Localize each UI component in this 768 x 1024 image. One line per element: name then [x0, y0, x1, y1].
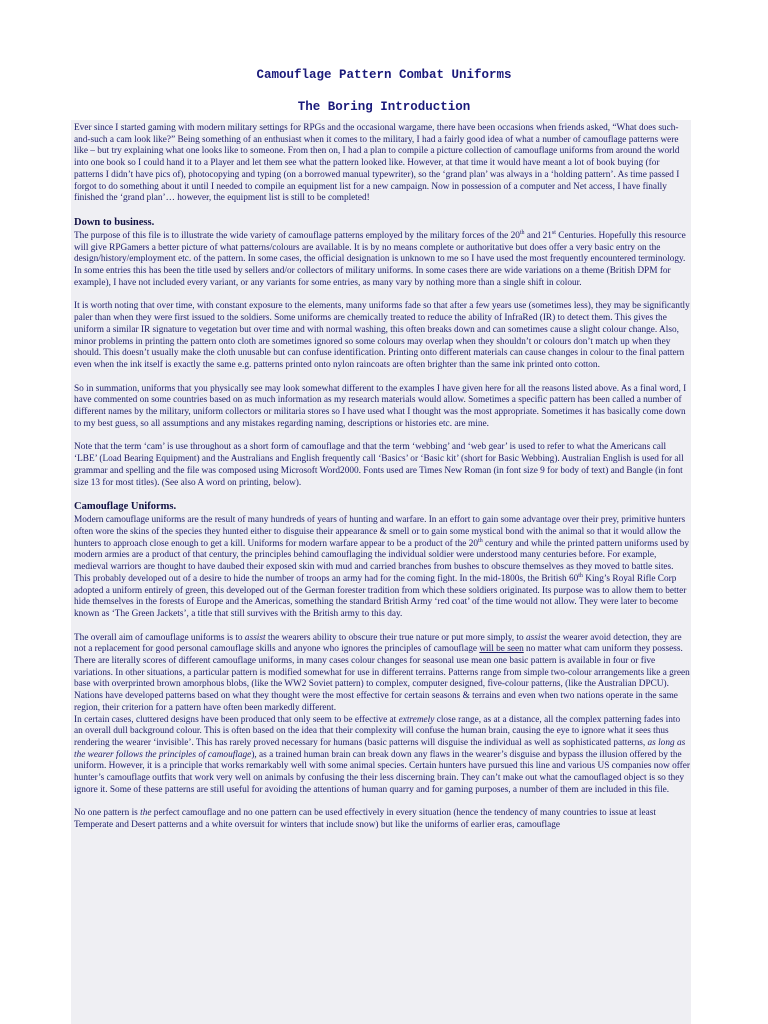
document-title: Camouflage Pattern Combat Uniforms: [256, 68, 512, 82]
heading-down-to-business: Down to business.: [74, 216, 155, 228]
uniforms-paragraph-4: No one pattern is the perfect camouflage and no one pattern can be used effectively in every situation (hence the tendency of many countries to issue at least Temperate and Desert patterns and a white oversuit for winters that include snow) but like the uniforms of earlier eras, camouflage: [74, 808, 656, 831]
business-paragraph-2: It is worth noting that over time, with constant exposure to the elements, many uniforms fade so that after a few years use (sometimes less), they may be significantly paler than when they were first issued to the soldiers. Some uniforms are chemically treated to reduce the ability of InfraRed (IR) to detect them. This gives the uniform a similar IR signature to vegetation but over time and with normal washing, this often breaks down and can sometimes cause a slight colour change. Also, minor problems in printing the pattern onto cloth are sometimes ignored so some colours may overlap when they shouldn’t or colours don’t match up when they should. This doesn’t usually make the cloth unusable but can confuse identification. Printing onto different materials can cause changes in colour to the final pattern even when the ink itself is exactly the same e.g. patterns printed onto nylon raincoats are often brighter than the same ink printed onto cotton.: [74, 301, 690, 370]
uniforms-paragraph-2: The overall aim of camouflage uniforms is to assist the wearers ability to obscure their true nature or put more simply, to assist the wearer avoid detection, they are not a replacement for good personal camouflage skills and anyone who ignores the principles of camouflage will be seen no matter what cam uniform they possess. There are literally scores of different camouflage uniforms, in many cases colour changes for seasonal use mean one basic pattern is available in four or five variations. In other situations, a particular pattern is modified somewhat for use in different terrains. Patterns range from simple two-colour arrangements like a green base with overprinted brown amorphous blobs, (like the WW2 Soviet pattern) to complex, computer designed, five-colour patterns, (like the Australian DPCU). Nations have developed patterns based on what they thought were the most effective for certain seasons & terrains and even when two nations operate in the same region, their criterion for a pattern have often been markedly different.: [74, 632, 690, 713]
business-paragraph-1: The purpose of this file is to illustrate the wide variety of camouflage patterns employed by the military forces of the 20th and 21st Centuries. Hopefully this resource will give RPGamers a better picture of what patterns/colours are available. It is by no means complete or authoritative but does offer a very basic entry on the design/history/employment etc. of the pattern. In some cases, the official designation is unknown to me so I have used the most frequently encountered terminology. In some entries this has been the title used by sellers and/or collectors of military uniforms. In some cases there are wide variations on a theme (British DPM for example), I have not included every variant, or any variants for some entries, as many vary by nothing more than a single shift in colour.: [74, 229, 686, 288]
superscript-st: st: [551, 229, 556, 236]
uniforms-paragraph-3: In certain cases, cluttered designs have been produced that only seem to be effective at extremely close range, as at a distance, all the complex patterning fades into an overall dull background colour. This is often based on the idea that their complexity will confuse the human brain, causing the eye to ignore what it sees thus rendering the wearer ‘invisible’. This has rarely proved necessary for humans (basic patterns will disguise the individual as well as sophisticated patterns, as long as the wearer follows the principles of camouflage), as a trained human brain can break down any flaws in the wearer’s disguise and bypass the illusion offered by the uniform. However, it is a principle that works remarkably well with some animal species. Certain hunters have pursued this line and various US companies now offer hunter’s camouflage outfits that work very well on animals by confusing the their less discerning brain. They can’t make out what the camouflaged object is so they ignore it. Some of these patterns are still useful for avoiding the attentions of human quarry and for gaming purposes, a number of them are included in this file.: [74, 714, 690, 795]
business-paragraph-3: So in summation, uniforms that you physically see may look somewhat different to the examples I have given here for all the reasons listed above. As a final word, I have commented on some countries based on as much information as my research materials would allow. Sometimes a specific pattern has been called a number of different names by the military, uniform collectors or militaria stores so I have used what I thought was the most appropriate. Sometimes it has basically come down to my best guess, so all assumptions and any mistakes regarding naming, descriptions or histories etc. are mine.: [74, 383, 687, 429]
heading-camouflage-uniforms: Camouflage Uniforms.: [74, 501, 177, 513]
business-paragraph-4: Note that the term ‘cam’ is use throughout as a short form of camouflage and that the term ‘webbing’ and ‘web gear’ is used to refer to what the Americans call ‘LBE’ (Load Bearing Equipment) and the Australians and English frequently call ‘Basics’ or ‘Basic kit’ (short for Basic Webbing). Australian English is used for all grammar and spelling and the file was composed using Microsoft Word2000. Fonts used are Times New Roman (in font size 9 for body of text) and Bangle (in font size 13 for most titles). (See also A word on printing, below).: [74, 442, 684, 488]
section-title-intro: The Boring Introduction: [297, 100, 471, 114]
underlined-will-be-seen: will be seen: [479, 644, 524, 655]
uniforms-paragraph-1: Modern camouflage uniforms are the result of many hundreds of years of hunting and warfare. In an effort to gain some advantage over their prey, primitive hunters often wore the skins of the species they hunted either to disguise their appearance & smell or to gain some mystical bond with the animal so that it would allow the hunters to approach close enough to get a kill. Uniforms for modern warfare appear to be a product of the 20th century and while the printed pattern uniforms used by modern armies are a product of that century, the principles behind camouflaging the individual soldier were understood many centuries before. For example, medieval warriors are thought to have daubed their exposed skin with mud and carried branches from bushes to obscure themselves as they moved to battle sites. This probably developed out of a desire to hide the number of troops an army had for the coming fight. In the mid-1800s, the British 60th King’s Royal Rifle Corp adopted a uniform entirely of green, this developed out of the German forester tradition from which these soldiers originated. Its purpose was to allow them to better hide themselves in the forests of Europe and the Americas, something the standard British Army ‘red coat’ of the time would not allow. They were later to become known as ‘The Green Jackets’, a title that still survives with the British army to this day.: [74, 515, 689, 619]
superscript-th: th: [519, 229, 525, 236]
intro-paragraph: Ever since I started gaming with modern military settings for RPGs and the occasional wargame, there have been occasions when friends asked, “What does such-and-such a cam look like?” Being something of an enthusiast when it comes to the military, I had a fairly good idea of what a number of camouflage patterns were like – but try explaining what one looks like to someone. From then on, I had a plan to compile a picture collection of camouflage uniforms from around the world into one book so I could hand it to a Player and let them see what the pattern looked like. However, at that time it would have meant a lot of book buying (for patterns I didn’t have pics of), photocopying and typing (on a borrowed manual typewriter), so the ‘grand plan’ was always in a ‘holding pattern’. As time passed I forgot to do something about it until I needed to compile an equipment list for a new campaign. Now in possession of a computer and Net access, I have finally finished the ‘grand plan’… however, the equipment list is still to be completed!: [74, 123, 680, 204]
text-body: [71, 120, 691, 1024]
